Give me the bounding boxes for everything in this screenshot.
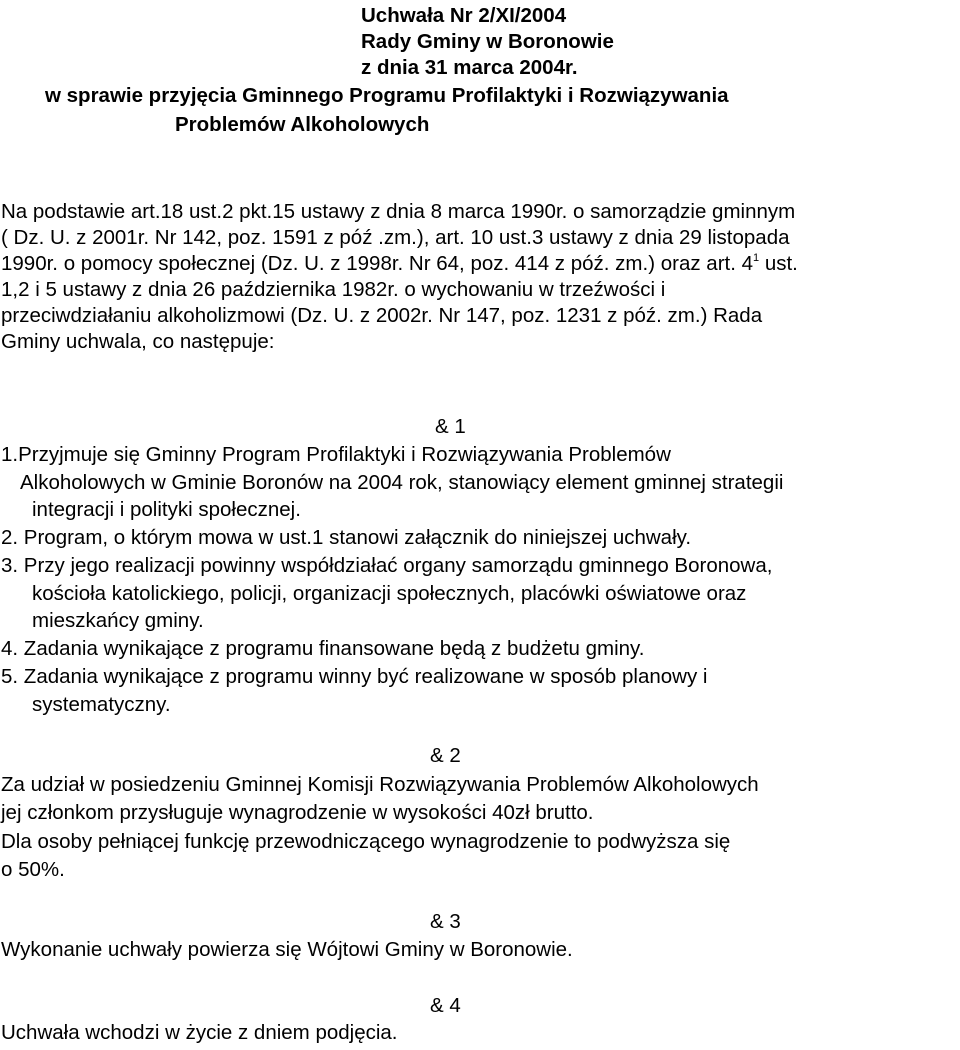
section-1-point-1-line-1: 1.Przyjmuje się Gminny Program Profilaktyki i Rozwiązywania Problemów <box>1 443 671 466</box>
resolution-date: z dnia 31 marca 2004r. <box>361 56 578 79</box>
section-1-point-1-line-3: integracji i polityki społecznej. <box>32 498 301 521</box>
council-name: Rady Gminy w Boronowie <box>361 30 614 53</box>
section-1-point-3-line-3: mieszkańcy gminy. <box>32 609 204 632</box>
section-1-point-3-line-2: kościoła katolickiego, policji, organizacji społecznych, placówki oświatowe oraz <box>32 582 747 605</box>
resolution-subject-line-2: Problemów Alkoholowych <box>175 113 430 136</box>
section-1-point-5-line-1: 5. Zadania wynikające z programu winny być realizowane w sposób planowy i <box>1 665 708 688</box>
section-2-line-1: Za udział w posiedzeniu Gminnej Komisji Rozwiązywania Problemów Alkoholowych <box>1 773 759 796</box>
preamble-line-4: 1,2 i 5 ustawy z dnia 26 października 1982r. o wychowaniu w trzeźwości i <box>1 278 666 301</box>
section-2-heading: & 2 <box>430 744 461 767</box>
preamble-line-3-main: 1990r. o pomocy społecznej (Dz. U. z 1998r. Nr 64, poz. 414 z póź. zm.) oraz art. 4 <box>1 252 754 275</box>
section-4-heading: & 4 <box>430 994 461 1017</box>
section-3-heading: & 3 <box>430 910 461 933</box>
section-1-point-1-line-2: Alkoholowych w Gminie Boronów na 2004 rok, stanowiący element gminnej strategii <box>20 471 784 494</box>
section-1-point-3-line-1: 3. Przy jego realizacji powinny współdziałać organy samorządu gminnego Boronowa, <box>1 554 773 577</box>
section-2-line-2: jej członkom przysługuje wynagrodzenie w wysokości 40zł brutto. <box>1 801 594 824</box>
section-2-line-4: o 50%. <box>1 858 65 881</box>
section-1-point-5-line-2: systematyczny. <box>32 693 171 716</box>
preamble-line-2: ( Dz. U. z 2001r. Nr 142, poz. 1591 z póź .zm.), art. 10 ust.3 ustawy z dnia 29 listopada <box>1 226 790 249</box>
preamble-line-3 <box>1 251 798 277</box>
preamble-line-5: przeciwdziałaniu alkoholizmowi (Dz. U. z 2002r. Nr 147, poz. 1231 z póź. zm.) Rada <box>1 304 763 327</box>
resolution-subject-line-1: w sprawie przyjęcia Gminnego Programu Profilaktyki i Rozwiązywania <box>45 84 729 107</box>
resolution-number: Uchwała Nr 2/XI/2004 <box>361 4 567 27</box>
section-1-heading: & 1 <box>435 415 466 438</box>
section-2-line-3: Dla osoby pełniącej funkcję przewodniczącego wynagrodzenie to podwyższa się <box>1 830 731 853</box>
section-3-line-1: Wykonanie uchwały powierza się Wójtowi Gminy w Boronowie. <box>1 938 573 961</box>
section-4-line-1: Uchwała wchodzi w życie z dniem podjęcia. <box>1 1021 398 1044</box>
preamble-line-6: Gminy uchwala, co następuje: <box>1 330 275 353</box>
section-1-point-2: 2. Program, o którym mowa w ust.1 stanowi załącznik do niniejszej uchwały. <box>1 526 692 549</box>
preamble-line-3-end: ust. <box>759 252 798 275</box>
preamble-superscript: 1 <box>753 252 760 264</box>
preamble-line-1: Na podstawie art.18 ust.2 pkt.15 ustawy z dnia 8 marca 1990r. o samorządzie gminnym <box>1 200 796 223</box>
section-1-point-4: 4. Zadania wynikające z programu finansowane będą z budżetu gminy. <box>1 637 645 660</box>
